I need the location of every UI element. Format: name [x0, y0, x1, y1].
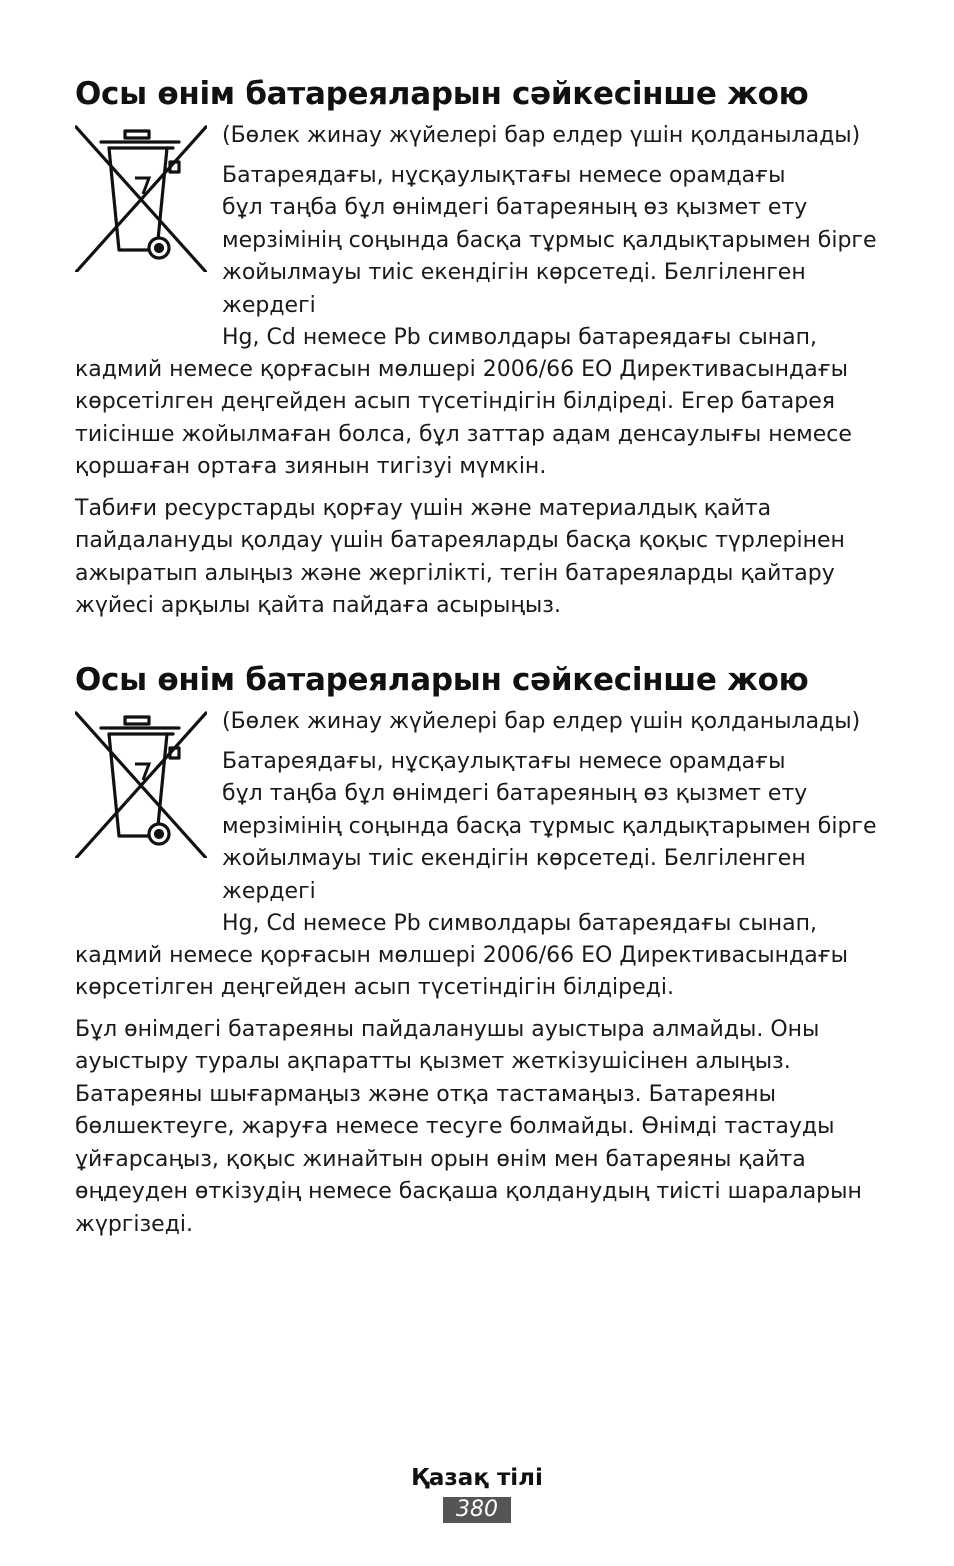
- intro-line: мерзімінің соңында басқа тұрмыс қалдықтарымен бірге: [222, 227, 877, 253]
- intro-block: [75, 120, 885, 355]
- text-line: ұйғарсаңыз, қоқыс жинайтын орын өнім мен батареяны қайта: [75, 1146, 806, 1172]
- text-line: ажыратып алыңыз және жергілікті, тегін батареяларды қайтару: [75, 560, 835, 586]
- footer-language: Қазақ тілі: [411, 1465, 543, 1491]
- non-removable-battery-paragraph: [75, 1014, 885, 1242]
- text-line: пайдалануды қолдау үшін батареяларды басқа қоқыс түрлерінен: [75, 528, 845, 553]
- text-line: кадмий немесе қорғасын мөлшері 2006/66 ЕО Директивасындағы: [75, 942, 849, 968]
- continuation-paragraph: [75, 354, 885, 484]
- intro-block: [75, 706, 885, 941]
- text-line: Бұл өнімдегі батареяны пайдаланушы ауыстыра алмайды. Оны: [75, 1016, 820, 1042]
- intro-text: [222, 706, 885, 941]
- section-heading: Осы өнім батареяларын сәйкесінше жою: [75, 76, 809, 112]
- text-line: көрсетілген деңгейден асып түсетіндігін білдіреді.: [75, 975, 674, 1000]
- recycling-paragraph: [75, 493, 885, 623]
- section-heading: Осы өнім батареяларын сәйкесінше жою: [75, 662, 809, 698]
- intro-line: бұл таңба бұл өнімдегі батареяның өз қызмет ету: [222, 195, 808, 220]
- text-line: көрсетілген деңгейден асып түсетіндігін білдіреді. Егер батарея: [75, 389, 835, 414]
- text-line: Батареяны шығармаңыз және отқа тастамаңыз. Батареяны: [75, 1081, 776, 1107]
- crossed-out-wheeled-bin-icon: [75, 710, 207, 858]
- intro-line: жойылмауы тиіс екендігін көрсетеді. Белгіленген жердегі: [222, 260, 806, 318]
- battery-disposal-section-1: [75, 74, 885, 632]
- intro-line: Батареядағы, нұсқаулықтағы немесе орамдағы: [222, 162, 786, 188]
- text-line: қоршаған ортаға зиянын тигізуі мүмкін.: [75, 454, 547, 479]
- intro-text: [222, 120, 885, 355]
- page-number: 380: [443, 1497, 511, 1523]
- continuation-paragraph: [75, 940, 885, 1005]
- text-line: ауыстыру туралы ақпаратты қызмет жеткізушісінен алыңыз.: [75, 1049, 791, 1074]
- text-line: кадмий немесе қорғасын мөлшері 2006/66 ЕО Директивасындағы: [75, 356, 849, 382]
- text-line: өңдеуден өткізудің немесе басқаша қолданудың тиісті шараларын: [75, 1179, 862, 1204]
- applicability-note: (Бөлек жинау жүйелері бар елдер үшін қолданылады): [222, 123, 861, 148]
- text-line: тиісінше жойылмаған болса, бұл заттар адам денсаулығы немесе: [75, 421, 852, 447]
- crossed-out-wheeled-bin-icon: [75, 124, 207, 272]
- intro-line: жойылмауы тиіс екендігін көрсетеді. Белгіленген жердегі: [222, 846, 806, 904]
- battery-disposal-section-2: [75, 660, 885, 1250]
- intro-line: Hg, Cd немесе Pb символдары батареядағы сынап,: [222, 325, 818, 350]
- applicability-note: (Бөлек жинау жүйелері бар елдер үшін қолданылады): [222, 709, 861, 734]
- intro-line: Hg, Cd немесе Pb символдары батареядағы сынап,: [222, 911, 818, 936]
- text-line: жүргізеді.: [75, 1211, 194, 1237]
- text-line: жүйесі арқылы қайта пайдаға асырыңыз.: [75, 593, 561, 618]
- intro-line: бұл таңба бұл өнімдегі батареяның өз қызмет ету: [222, 781, 808, 806]
- intro-line: мерзімінің соңында басқа тұрмыс қалдықтарымен бірге: [222, 813, 877, 839]
- text-line: бөлшектеуге, жаруға немесе тесуге болмайды. Өнімді тастауды: [75, 1114, 835, 1139]
- text-line: Табиғи ресурстарды қорғау үшін және материалдық қайта: [75, 495, 772, 521]
- page-footer: [0, 1463, 954, 1523]
- intro-line: Батареядағы, нұсқаулықтағы немесе орамдағы: [222, 748, 786, 774]
